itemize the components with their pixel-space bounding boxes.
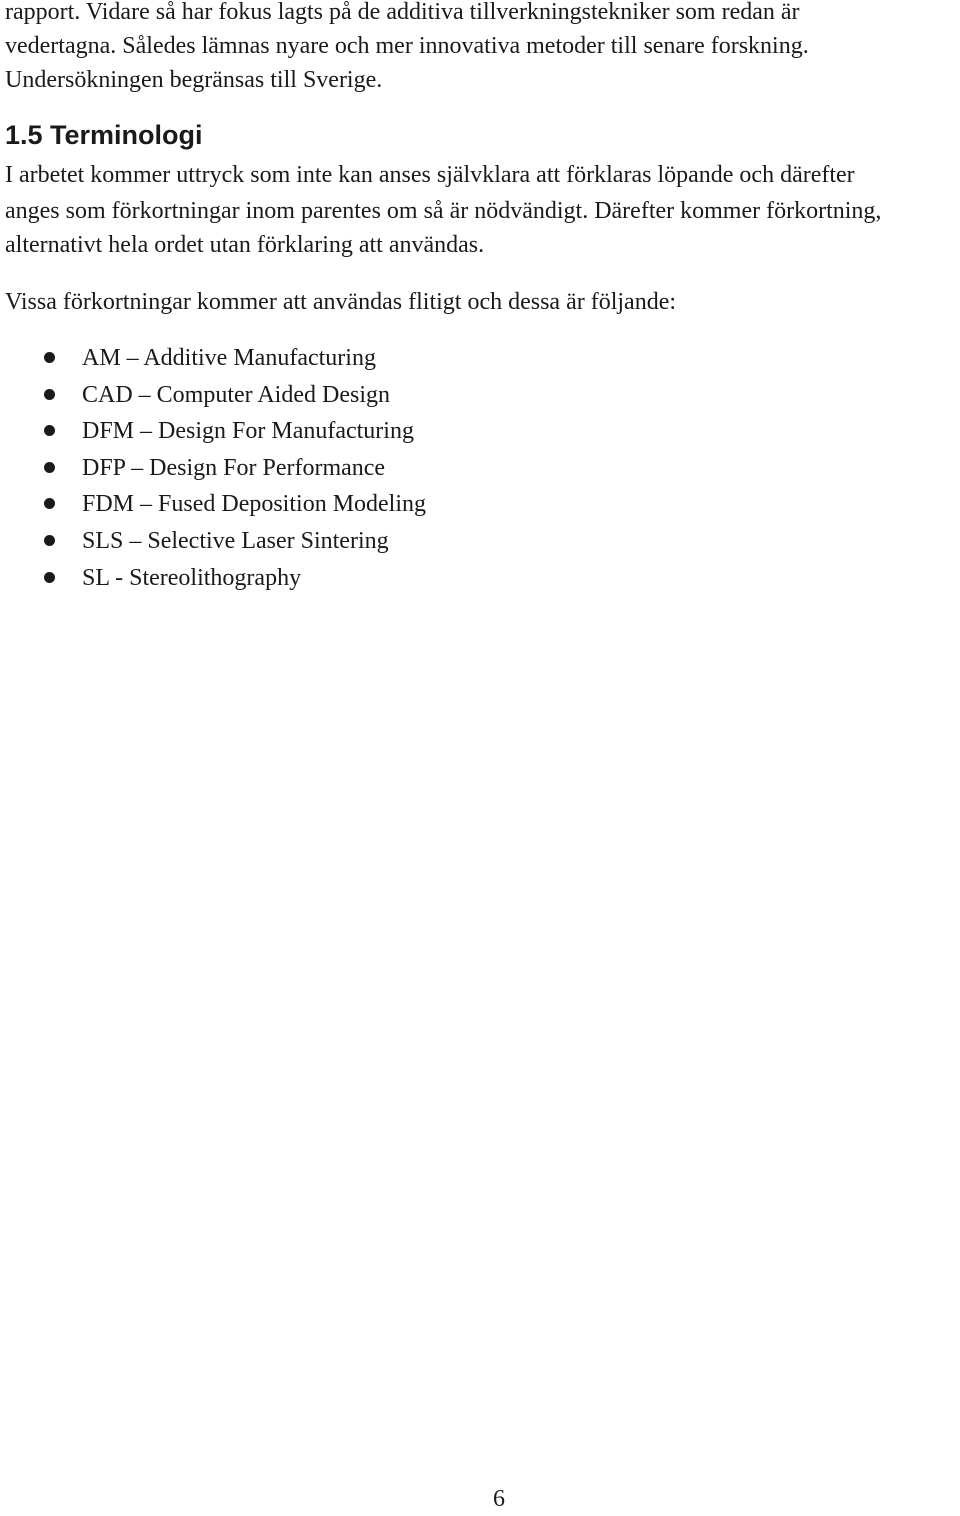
paragraph-line-2: anges som förkortningar inom parentes om så är nödvändigt. Därefter kommer förkortning, xyxy=(5,198,882,224)
bullet-icon xyxy=(44,535,55,546)
abbreviation-text: SLS – Selective Laser Sintering xyxy=(82,527,389,554)
abbreviation-text: FDM – Fused Deposition Modeling xyxy=(82,491,427,518)
section-heading: 1.5 Terminologi xyxy=(5,120,203,150)
abbreviation-text: DFP – Design For Performance xyxy=(82,454,386,481)
bullet-icon xyxy=(44,425,55,436)
bullet-icon xyxy=(44,389,55,400)
bullet-icon xyxy=(44,498,55,509)
abbreviation-text: SL - Stereolithography xyxy=(82,564,302,591)
page-number: 6 xyxy=(493,1486,505,1512)
intro-line-3: Undersökningen begränsas till Sverige. xyxy=(5,67,383,93)
list-intro: Vissa förkortningar kommer att användas flitigt och dessa är följande: xyxy=(5,289,677,315)
abbreviation-text: DFM – Design For Manufacturing xyxy=(82,418,414,445)
abbreviation-text: CAD – Computer Aided Design xyxy=(82,381,390,408)
bullet-icon xyxy=(44,352,55,363)
paragraph-line-1: I arbetet kommer uttryck som inte kan anses självklara att förklaras löpande och därefter xyxy=(5,162,855,188)
intro-line-2: vedertagna. Således lämnas nyare och mer innovativa metoder till senare forskning. xyxy=(5,33,809,59)
bullet-icon xyxy=(44,462,55,473)
bullet-icon xyxy=(44,572,55,583)
abbreviation-text: AM – Additive Manufacturing xyxy=(82,345,376,371)
intro-line-1: rapport. Vidare så har fokus lagts på de additiva tillverkningstekniker som redan är xyxy=(5,0,800,25)
paragraph-line-3: alternativt hela ordet utan förklaring att användas. xyxy=(5,232,485,258)
